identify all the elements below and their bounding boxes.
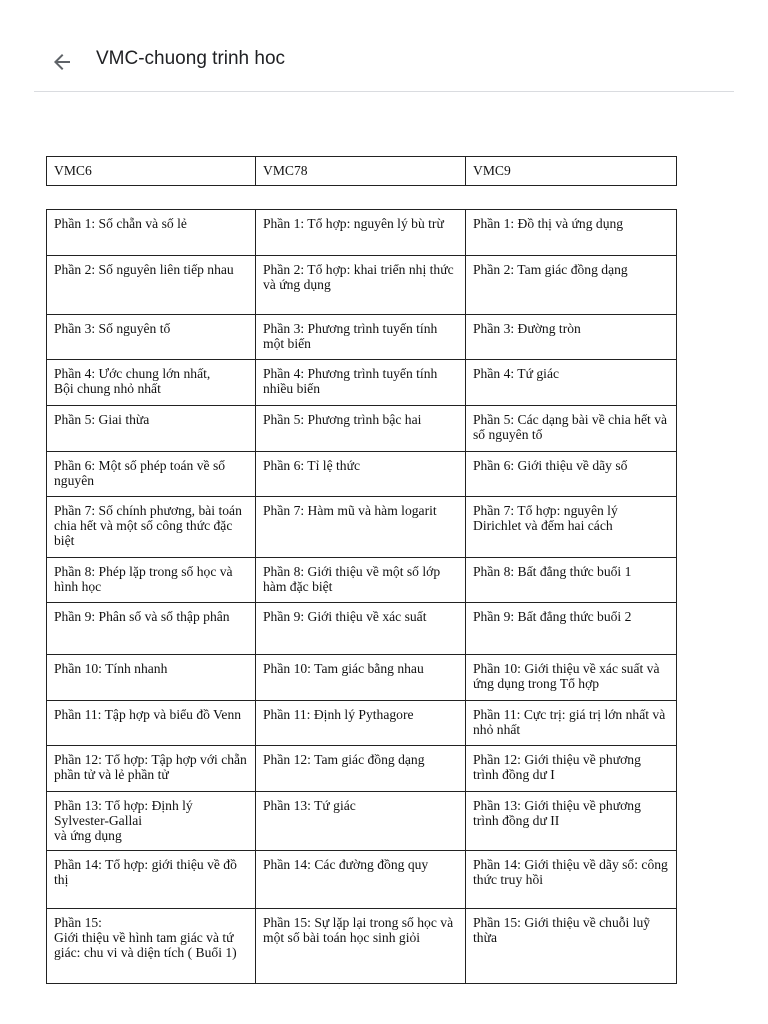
- lesson-cell-vmc6: Phần 9: Phân số và số thập phân: [47, 603, 256, 655]
- table-row: [47, 256, 677, 315]
- lesson-cell-vmc6: Phần 14: Tổ hợp: giới thiệu về đồ thị: [47, 851, 256, 909]
- lesson-cell-vmc78: Phần 3: Phương trình tuyến tính một biến: [256, 315, 466, 360]
- table-row: [47, 210, 677, 256]
- lesson-cell-vmc78: Phần 12: Tam giác đồng dạng: [256, 746, 466, 792]
- lesson-cell-vmc9: Phần 8: Bất đẳng thức buổi 1: [466, 558, 677, 603]
- divider: [34, 91, 734, 92]
- page-title: VMC-chuong trinh hoc: [96, 48, 286, 69]
- curriculum-header-table: [46, 156, 677, 186]
- table-row: [47, 452, 677, 497]
- lesson-cell-vmc78: Phần 5: Phương trình bậc hai: [256, 406, 466, 452]
- lesson-cell-vmc9: Phần 15: Giới thiệu về chuỗi luỹ thừa: [466, 909, 677, 984]
- column-header-vmc9: VMC9: [466, 157, 677, 186]
- table-row: [47, 315, 677, 360]
- table-row: [47, 497, 677, 558]
- table-row: [47, 909, 677, 984]
- lesson-cell-vmc6: Phần 8: Phép lặp trong số học và hình học: [47, 558, 256, 603]
- lesson-cell-vmc6: Phần 13: Tổ hợp: Định lý Sylvester-Gallai và ứng dụng: [47, 792, 256, 851]
- lesson-cell-vmc6: Phần 3: Số nguyên tố: [47, 315, 256, 360]
- lesson-cell-vmc6: Phần 11: Tập hợp và biểu đồ Venn: [47, 701, 256, 746]
- lesson-cell-vmc6: Phần 2: Số nguyên liên tiếp nhau: [47, 256, 256, 315]
- lesson-cell-vmc9: Phần 5: Các dạng bài về chia hết và số nguyên tố: [466, 406, 677, 452]
- lesson-cell-vmc6: Phần 15: Giới thiệu về hình tam giác và tứ giác: chu vi và diện tích ( Buổi 1): [47, 909, 256, 984]
- table-row: [47, 406, 677, 452]
- lesson-cell-vmc78: Phần 1: Tổ hợp: nguyên lý bù trừ: [256, 210, 466, 256]
- lesson-cell-vmc78: Phần 6: Tỉ lệ thức: [256, 452, 466, 497]
- lesson-cell-vmc6: Phần 10: Tính nhanh: [47, 655, 256, 701]
- lesson-cell-vmc9: Phần 3: Đường tròn: [466, 315, 677, 360]
- lesson-cell-vmc9: Phần 13: Giới thiệu về phương trình đồng dư II: [466, 792, 677, 851]
- lesson-cell-vmc6: Phần 7: Số chính phương, bài toán chia hết và một số công thức đặc biệt: [47, 497, 256, 558]
- column-header-vmc78: VMC78: [256, 157, 466, 186]
- lesson-cell-vmc9: Phần 12: Giới thiệu về phương trình đồng dư I: [466, 746, 677, 792]
- lesson-cell-vmc78: Phần 2: Tổ hợp: khai triển nhị thức và ứng dụng: [256, 256, 466, 315]
- table-row: [47, 701, 677, 746]
- lesson-cell-vmc78: Phần 8: Giới thiệu về một số lớp hàm đặc biệt: [256, 558, 466, 603]
- lesson-cell-vmc78: Phần 14: Các đường đồng quy: [256, 851, 466, 909]
- lesson-cell-vmc9: Phần 14: Giới thiệu về dãy số: công thức truy hồi: [466, 851, 677, 909]
- arrow-left-icon: [50, 50, 74, 74]
- table-row: [47, 851, 677, 909]
- lesson-cell-vmc78: Phần 13: Tứ giác: [256, 792, 466, 851]
- table-row: [47, 746, 677, 792]
- lesson-cell-vmc6: Phần 5: Giai thừa: [47, 406, 256, 452]
- lesson-cell-vmc78: Phần 9: Giới thiệu về xác suất: [256, 603, 466, 655]
- lesson-cell-vmc78: Phần 7: Hàm mũ và hàm logarit: [256, 497, 466, 558]
- lesson-cell-vmc9: Phần 7: Tổ hợp: nguyên lý Dirichlet và đếm hai cách: [466, 497, 677, 558]
- lesson-cell-vmc9: Phần 9: Bất đẳng thức buổi 2: [466, 603, 677, 655]
- lesson-cell-vmc9: Phần 10: Giới thiệu về xác suất và ứng dụng trong Tổ hợp: [466, 655, 677, 701]
- lesson-cell-vmc9: Phần 11: Cực trị: giá trị lớn nhất và nhỏ nhất: [466, 701, 677, 746]
- curriculum-table: [46, 209, 677, 984]
- app-bar: [0, 0, 768, 92]
- lesson-cell-vmc78: Phần 10: Tam giác bằng nhau: [256, 655, 466, 701]
- lesson-cell-vmc9: Phần 4: Tứ giác: [466, 360, 677, 406]
- table-row: [47, 558, 677, 603]
- table-row: [47, 360, 677, 406]
- back-button[interactable]: [50, 50, 74, 74]
- table-row: [47, 603, 677, 655]
- table-row: [47, 655, 677, 701]
- header-row: [47, 157, 677, 186]
- lesson-cell-vmc78: Phần 15: Sự lặp lại trong số học và một số bài toán học sinh giỏi: [256, 909, 466, 984]
- lesson-cell-vmc78: Phần 11: Định lý Pythagore: [256, 701, 466, 746]
- table-row: [47, 792, 677, 851]
- lesson-cell-vmc9: Phần 2: Tam giác đồng dạng: [466, 256, 677, 315]
- lesson-cell-vmc6: Phần 4: Ước chung lớn nhất, Bội chung nhỏ nhất: [47, 360, 256, 406]
- lesson-cell-vmc78: Phần 4: Phương trình tuyến tính nhiều biến: [256, 360, 466, 406]
- lesson-cell-vmc6: Phần 12: Tổ hợp: Tập hợp với chẵn phần tử và lẻ phần tử: [47, 746, 256, 792]
- lesson-cell-vmc6: Phần 1: Số chẵn và số lẻ: [47, 210, 256, 256]
- lesson-cell-vmc9: Phần 1: Đồ thị và ứng dụng: [466, 210, 677, 256]
- lesson-cell-vmc6: Phần 6: Một số phép toán về số nguyên: [47, 452, 256, 497]
- column-header-vmc6: VMC6: [47, 157, 256, 186]
- lesson-cell-vmc9: Phần 6: Giới thiệu về dãy số: [466, 452, 677, 497]
